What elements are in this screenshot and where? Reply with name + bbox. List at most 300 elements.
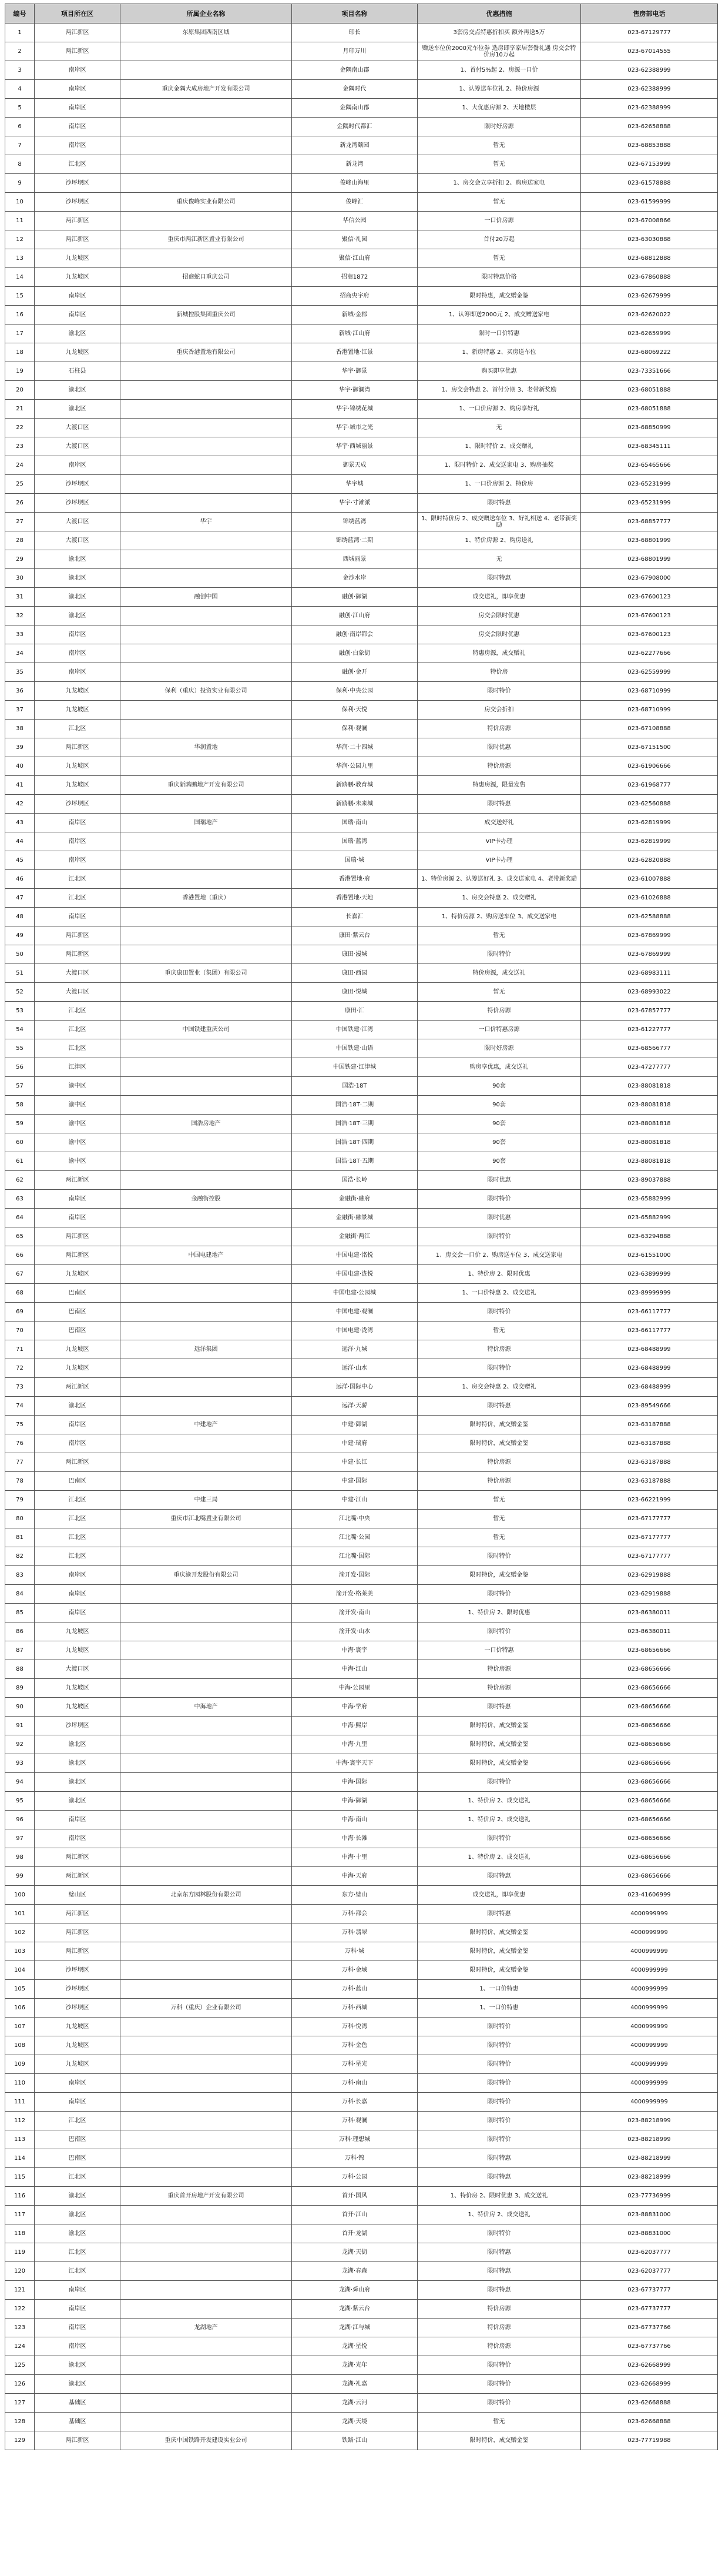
table-row [5,2206,718,2224]
cell-offer: 1、房交会一口价 2、购房送车位 3、成交送家电 [418,1246,581,1265]
cell-offer: 限时特价 [418,682,581,701]
cell-project: 中国铁建·江津城 [292,1058,418,1077]
cell-offer: 暂无 [418,926,581,945]
cell-district: 两江新区 [35,1942,120,1961]
cell-district: 巴南区 [35,2149,120,2168]
cell-project: 金隅时代 [292,80,418,99]
cell-offer: 限时特惠 [418,569,581,588]
cell-no: 63 [5,1190,35,1209]
cell-company [120,212,292,230]
cell-district: 江北区 [35,2243,120,2262]
cell-project: 远洋·国际中心 [292,1378,418,1397]
cell-offer: 无 [418,419,581,437]
cell-project: 万科·星光 [292,2055,418,2074]
table-row [5,437,718,456]
cell-project: 万科·金域 [292,1961,418,1980]
cell-phone: 023-67857777 [581,1002,718,1021]
cell-company [120,1754,292,1773]
cell-company: 华润置地 [120,738,292,757]
cell-no: 3 [5,61,35,80]
cell-offer: 赠送车位价2000元车位券 选房即享家居套餐礼遇 房交会特价房10万起 [418,42,581,61]
cell-project: 中海·寰宇天下 [292,1754,418,1773]
table-row [5,1905,718,1923]
cell-company [120,1284,292,1303]
cell-district: 江北区 [35,870,120,889]
cell-district: 南岸区 [35,80,120,99]
cell-project: 中国铁建·江湾 [292,1021,418,1039]
cell-no: 6 [5,118,35,136]
table-row [5,1340,718,1359]
table-row [5,419,718,437]
cell-company: 中国铁建重庆公司 [120,1021,292,1039]
cell-phone: 4000999999 [581,2036,718,2055]
cell-district: 南岸区 [35,663,120,682]
cell-no: 59 [5,1115,35,1133]
cell-no: 14 [5,268,35,287]
header-project: 项目名称 [292,4,418,24]
cell-no: 51 [5,964,35,983]
cell-district: 九龙坡区 [35,2055,120,2074]
cell-project: 中海·九里 [292,1735,418,1754]
table-row [5,1322,718,1340]
cell-phone: 023-65882999 [581,1190,718,1209]
cell-no: 103 [5,1942,35,1961]
cell-offer: 1、新房特惠 2、买房送车位 [418,343,581,362]
cell-offer: 首付20万起 [418,230,581,249]
cell-no: 76 [5,1434,35,1453]
cell-offer: 房交会限时优惠 [418,607,581,625]
cell-company [120,2300,292,2319]
cell-company [120,1265,292,1284]
cell-phone: 023-67737766 [581,2319,718,2337]
cell-offer: 1、特价房 2、限时优惠 [418,1604,581,1622]
cell-offer: 无 [418,550,581,569]
cell-district: 南岸区 [35,851,120,870]
cell-no: 110 [5,2074,35,2093]
cell-company: 北京东方园林股份有限公司 [120,1886,292,1905]
table-row [5,1002,718,1021]
table-row [5,531,718,550]
cell-project: 中海·长滩 [292,1829,418,1848]
cell-phone: 023-68069222 [581,343,718,362]
table-row [5,2224,718,2243]
cell-offer: VIP卡办理 [418,832,581,851]
cell-offer: 成交送礼，即享优惠 [418,588,581,607]
table-row [5,1491,718,1510]
table-row [5,682,718,701]
cell-project: 渝开发·国际 [292,1566,418,1585]
cell-project: 中海·南山 [292,1811,418,1829]
cell-company: 重庆中国铁路开发建设实业公司 [120,2431,292,2450]
cell-company [120,381,292,400]
cell-district: 两江新区 [35,1171,120,1190]
cell-company [120,1096,292,1115]
cell-offer: 暂无 [418,1528,581,1547]
table-row [5,1115,718,1133]
cell-no: 89 [5,1679,35,1698]
cell-phone: 023-41606999 [581,1886,718,1905]
cell-company [120,2130,292,2149]
table-row [5,701,718,720]
cell-project: 招商央宇府 [292,287,418,306]
cell-project: 首开·龙湖 [292,2224,418,2243]
cell-phone: 023-67151500 [581,738,718,757]
cell-project: 龙湖·礼嘉 [292,2375,418,2394]
cell-company [120,2337,292,2356]
cell-company [120,2168,292,2187]
cell-district: 两江新区 [35,24,120,42]
table-row [5,1039,718,1058]
cell-company [120,1227,292,1246]
cell-phone: 023-68801999 [581,550,718,569]
cell-company [120,531,292,550]
table-row [5,456,718,475]
table-row [5,1528,718,1547]
cell-company [120,2149,292,2168]
cell-phone: 023-62277666 [581,644,718,663]
cell-offer: 限时特价 [418,2394,581,2413]
cell-phone: 023-62668888 [581,2394,718,2413]
cell-offer: 限时优惠 [418,738,581,757]
cell-district: 南岸区 [35,1434,120,1453]
cell-offer: 1、一口价房源 2、购房享好礼 [418,400,581,419]
cell-project: 融创·江山府 [292,607,418,625]
cell-phone: 023-86380011 [581,1604,718,1622]
cell-company [120,2018,292,2036]
cell-company [120,1397,292,1416]
cell-company [120,2036,292,2055]
cell-district: 九龙坡区 [35,701,120,720]
table-row [5,814,718,832]
table-row [5,1434,718,1453]
table-row [5,2168,718,2187]
cell-phone: 023-67869999 [581,926,718,945]
cell-no: 13 [5,249,35,268]
cell-no: 86 [5,1622,35,1641]
cell-phone: 023-65465666 [581,456,718,475]
cell-company: 中建三局 [120,1491,292,1510]
cell-project: 首开·江山 [292,2206,418,2224]
table-row [5,99,718,118]
cell-no: 92 [5,1735,35,1754]
cell-project: 中建·江山 [292,1491,418,1510]
cell-no: 18 [5,343,35,362]
cell-phone: 023-62620022 [581,306,718,324]
cell-no: 124 [5,2337,35,2356]
table-row [5,1133,718,1152]
cell-district: 南岸区 [35,306,120,324]
table-row [5,1679,718,1698]
cell-company [120,1002,292,1021]
cell-no: 60 [5,1133,35,1152]
cell-phone: 023-68656666 [581,1792,718,1811]
cell-no: 43 [5,814,35,832]
cell-no: 102 [5,1923,35,1942]
cell-company [120,1717,292,1735]
cell-company [120,1453,292,1472]
cell-district: 南岸区 [35,2319,120,2337]
cell-district: 九龙坡区 [35,1340,120,1359]
cell-offer: 1、房交会特惠 2、首付分期 3、老带新奖励 [418,381,581,400]
cell-offer: 1、特价房 2、成交送礼 [418,1792,581,1811]
table-row [5,1058,718,1077]
cell-company [120,1792,292,1811]
cell-district: 南岸区 [35,2300,120,2319]
cell-district: 渝北区 [35,588,120,607]
cell-company: 香港置地（重庆） [120,889,292,908]
cell-company [120,287,292,306]
cell-phone: 023-61968777 [581,776,718,795]
table-row [5,42,718,61]
cell-offer: 限时特价 [418,2074,581,2093]
cell-offer: 限时特价 [418,2112,581,2130]
cell-project: 首开·国风 [292,2187,418,2206]
cell-project: 龙湖·紫云台 [292,2300,418,2319]
cell-offer: 限时特价 [418,1359,581,1378]
header-company: 所属企业名称 [120,4,292,24]
table-row [5,1717,718,1735]
cell-offer: 限时特价 [418,2018,581,2036]
table-row [5,1848,718,1867]
cell-no: 74 [5,1397,35,1416]
cell-phone: 023-62588888 [581,908,718,926]
cell-no: 9 [5,174,35,193]
cell-offer: 限时特价，成交赠金鉴 [418,2431,581,2450]
cell-offer: 限时特价 [418,945,581,964]
cell-offer: 90套 [418,1133,581,1152]
cell-phone: 023-67600123 [581,588,718,607]
cell-offer: 限时特价，成交赠金鉴 [418,1735,581,1754]
cell-district: 沙坪坝区 [35,1980,120,1999]
cell-project: 中建·长江 [292,1453,418,1472]
cell-project: 国浩·长岭 [292,1171,418,1190]
cell-offer: 1、认筹送车位礼 2、特价房源 [418,80,581,99]
cell-company [120,1058,292,1077]
cell-district: 渝中区 [35,1077,120,1096]
cell-phone: 023-88831000 [581,2224,718,2243]
cell-offer: 限时特价 [418,1547,581,1566]
cell-offer: 特价房源 [418,1340,581,1359]
table-row [5,1735,718,1754]
cell-phone: 023-77719988 [581,2431,718,2450]
cell-project: 国浩·18T [292,1077,418,1096]
cell-no: 84 [5,1585,35,1604]
cell-phone: 023-63899999 [581,1265,718,1284]
cell-no: 49 [5,926,35,945]
cell-district: 南岸区 [35,908,120,926]
cell-company: 新城控股集团重庆公司 [120,306,292,324]
cell-project: 新龙湾颐园 [292,136,418,155]
cell-company [120,174,292,193]
cell-project: 御景天成 [292,456,418,475]
table-row [5,588,718,607]
cell-no: 58 [5,1096,35,1115]
table-row [5,832,718,851]
cell-district: 九龙坡区 [35,1359,120,1378]
cell-district: 南岸区 [35,1566,120,1585]
cell-phone: 023-88081818 [581,1077,718,1096]
cell-phone: 4000999999 [581,1905,718,1923]
cell-project: 金隅南山郡 [292,99,418,118]
cell-offer: 1、一口价特惠 [418,1980,581,1999]
cell-no: 121 [5,2281,35,2300]
cell-phone: 023-61007888 [581,870,718,889]
cell-offer: 限时特惠，成交赠金鉴 [418,287,581,306]
cell-district: 江北区 [35,720,120,738]
cell-no: 78 [5,1472,35,1491]
cell-company [120,2093,292,2112]
cell-company: 重庆渝开发股份有限公司 [120,1566,292,1585]
cell-district: 江北区 [35,2112,120,2130]
cell-no: 82 [5,1547,35,1566]
cell-offer: 1、房交会特惠 2、成交赠礼 [418,889,581,908]
table-row [5,550,718,569]
table-row [5,1641,718,1660]
cell-company [120,494,292,513]
cell-no: 38 [5,720,35,738]
cell-no: 125 [5,2356,35,2375]
cell-no: 22 [5,419,35,437]
cell-district: 大渡口区 [35,531,120,550]
cell-company [120,795,292,814]
cell-project: 俊峰汇 [292,193,418,212]
cell-district: 璧山区 [35,1886,120,1905]
cell-no: 116 [5,2187,35,2206]
cell-project: 金沙水岸 [292,569,418,588]
cell-no: 4 [5,80,35,99]
cell-company [120,61,292,80]
cell-company [120,118,292,136]
table-row [5,1397,718,1416]
table-row [5,61,718,80]
cell-district: 南岸区 [35,832,120,851]
cell-project: 香港置地·府 [292,870,418,889]
cell-phone: 023-61578888 [581,174,718,193]
table-row [5,1773,718,1792]
table-row [5,2074,718,2093]
cell-project: 万科·南山 [292,2074,418,2093]
cell-phone: 023-68656666 [581,1679,718,1698]
cell-company: 融创中国 [120,588,292,607]
cell-phone: 4000999999 [581,1961,718,1980]
cell-offer: 特价房源 [418,1453,581,1472]
cell-district: 江北区 [35,1547,120,1566]
cell-district: 江北区 [35,1002,120,1021]
table-row [5,2055,718,2074]
cell-company [120,456,292,475]
cell-district: 南岸区 [35,625,120,644]
cell-company [120,99,292,118]
cell-company [120,720,292,738]
cell-district: 南岸区 [35,814,120,832]
cell-project: 招商1872 [292,268,418,287]
cell-offer: 1、特价房 2、成交送礼 [418,1848,581,1867]
cell-offer: 限时一口价特惠 [418,324,581,343]
cell-offer: 1、特价房源 2、购房送车位 3、成交送家电 [418,908,581,926]
cell-company [120,945,292,964]
cell-company [120,400,292,419]
cell-district: 南岸区 [35,1209,120,1227]
cell-phone: 023-66117777 [581,1303,718,1322]
cell-phone: 4000999999 [581,2055,718,2074]
table-row [5,343,718,362]
cell-phone: 023-89037888 [581,1171,718,1190]
cell-offer: 限时特价，成交赠金鉴 [418,1434,581,1453]
cell-no: 109 [5,2055,35,2074]
table-row [5,24,718,42]
cell-phone: 023-67737777 [581,2281,718,2300]
cell-project: 龙湖·云河 [292,2394,418,2413]
table-row [5,1980,718,1999]
cell-phone: 023-62919888 [581,1566,718,1585]
cell-no: 33 [5,625,35,644]
cell-project: 江北嘴·公园 [292,1528,418,1547]
table-row [5,644,718,663]
table-row [5,795,718,814]
cell-company [120,644,292,663]
cell-project: 华信公园 [292,212,418,230]
table-row [5,362,718,381]
table-row [5,80,718,99]
cell-phone: 023-67129777 [581,24,718,42]
cell-company [120,1660,292,1679]
cell-project: 锦绣蓝湾 [292,513,418,531]
cell-no: 105 [5,1980,35,1999]
cell-phone: 4000999999 [581,1999,718,2018]
table-row [5,1961,718,1980]
cell-offer: 限时特价，成交赠金鉴 [418,1923,581,1942]
cell-offer: 限时优惠 [418,1209,581,1227]
cell-offer: 暂无 [418,249,581,268]
cell-no: 54 [5,1021,35,1039]
cell-district: 渝北区 [35,324,120,343]
cell-offer: 1、首付5%起 2、房源一口价 [418,61,581,80]
cell-district: 沙坪坝区 [35,1999,120,2018]
cell-company: 重庆市江北嘴置业有限公司 [120,1510,292,1528]
table-row [5,1416,718,1434]
cell-company: 国浩房地产 [120,1115,292,1133]
cell-company [120,1773,292,1792]
cell-phone: 023-88081818 [581,1152,718,1171]
cell-company [120,1923,292,1942]
cell-offer: VIP卡办理 [418,851,581,870]
cell-project: 中海·国际 [292,1773,418,1792]
cell-company [120,2243,292,2262]
cell-company [120,1077,292,1096]
cell-project: 中建·瑞府 [292,1434,418,1453]
cell-offer: 暂无 [418,193,581,212]
table-row [5,230,718,249]
table-row [5,268,718,287]
cell-company: 重庆康田置业（集团）有限公司 [120,964,292,983]
table-row [5,1284,718,1303]
cell-phone: 023-68488999 [581,1340,718,1359]
cell-district: 两江新区 [35,1905,120,1923]
cell-offer: 限时特价 [418,1829,581,1848]
table-row [5,1604,718,1622]
cell-no: 83 [5,1566,35,1585]
cell-project: 龙湖·星悦 [292,2337,418,2356]
cell-no: 120 [5,2262,35,2281]
cell-project: 融创·御湖 [292,588,418,607]
cell-district: 巴南区 [35,1303,120,1322]
cell-district: 两江新区 [35,1453,120,1472]
cell-company [120,42,292,61]
cell-no: 94 [5,1773,35,1792]
cell-project: 聚信·礼园 [292,230,418,249]
cell-phone: 023-68656666 [581,1867,718,1886]
cell-company [120,1942,292,1961]
